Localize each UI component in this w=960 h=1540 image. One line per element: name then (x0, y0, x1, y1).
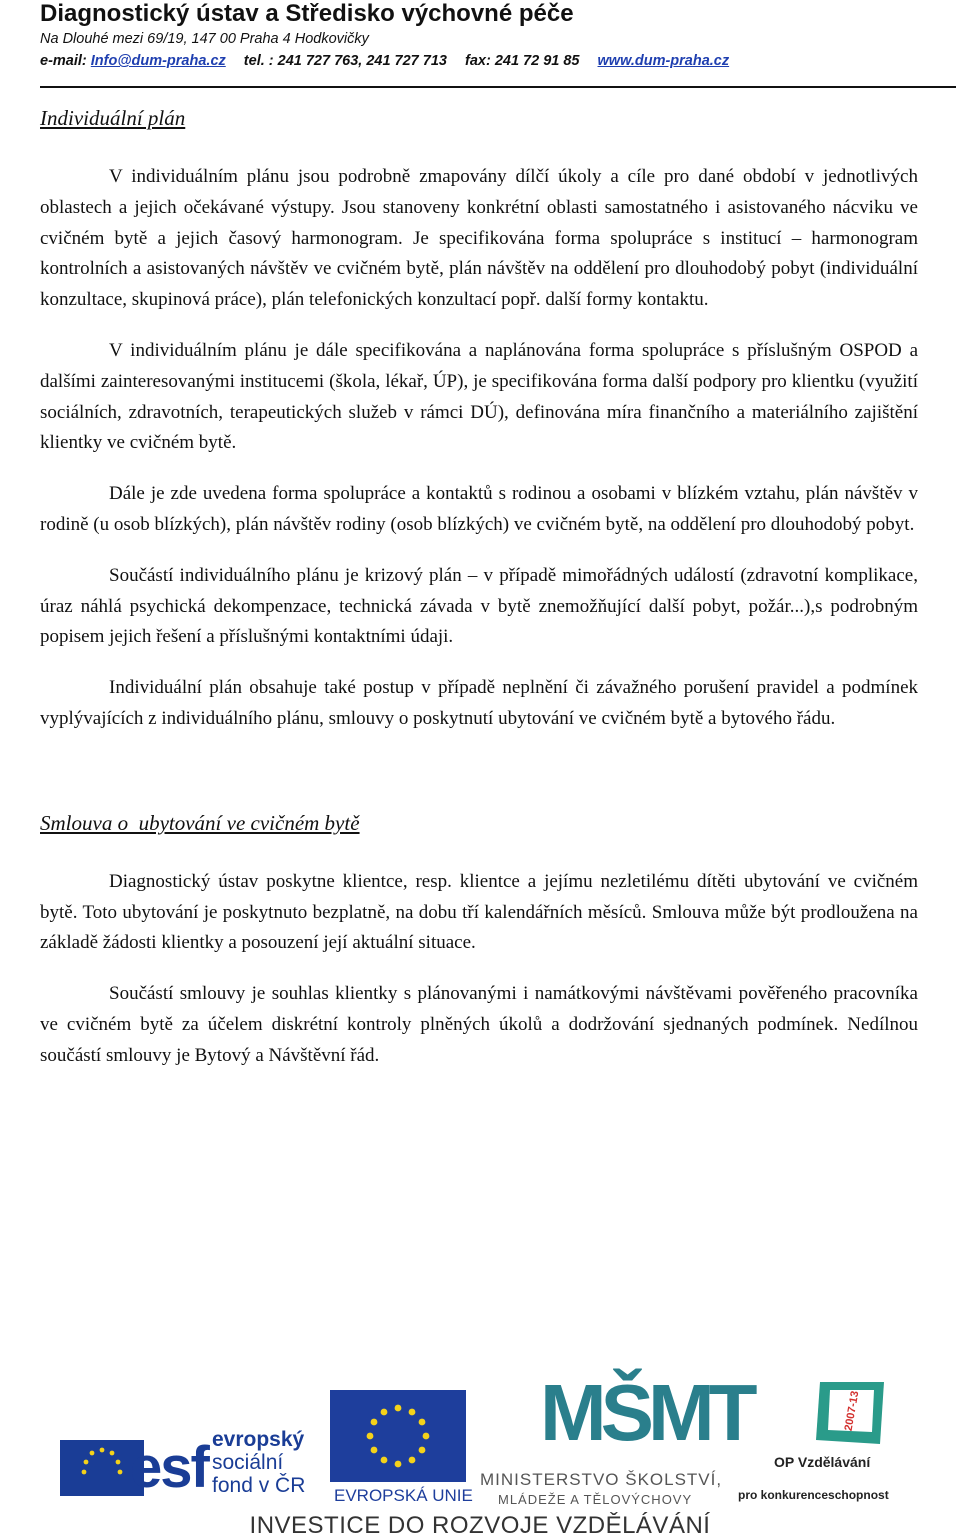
paragraph: Individuální plán obsahuje také postup v případě neplnění či závažného porušení pravidel a podmínek vyplývajících z individuálního plánu, smlouvy o poskytnutí ubytování ve cvičném bytě a bytového řádu. (40, 677, 918, 729)
msmt-caption-line2: MLÁDEŽE A TĚLOVÝCHOVY (498, 1492, 693, 1507)
header-divider (40, 86, 956, 88)
eu-flag-icon (330, 1390, 466, 1482)
paragraph: Diagnostický ústav poskytne klientce, resp. klientce a jejímu nezletilému dítěti ubytování ve cvičném bytě. Toto ubytování je poskytnuto bezplatně, na dobu tří kalendářních měsíců. Smlouva může být prodloužena na základě žádosti klientky a posouzení její aktuální situace. (40, 870, 918, 954)
op-caption-line2: pro konkurenceschopnost (738, 1488, 889, 1502)
section-title-contract: Smlouva o ubytování ve cvičném bytě (40, 810, 360, 835)
fax-label: fax: (465, 53, 491, 69)
contact-line (40, 50, 956, 72)
paragraph: Součástí smlouvy je souhlas klientky s plánovanými i namátkovými návštěvami pověřeného pracovníka ve cvičném bytě za účelem diskrétní kontroly plněných úkolů a dodržování sjednaných podmínek. Nedílnou součástí smlouvy je Bytový a Návštěvní řád. (40, 983, 918, 1066)
paragraph: Součástí individuálního plánu je krizový plán – v případě mimořádných událostí (zdravotní komplikace, úraz náhlá psychická dekompenzace, technická závada v bytě znemožňující další pobyt, požár...),s podrobným popisem jejich řešení a příslušnými kontaktními údaji. (40, 564, 918, 648)
website-link[interactable]: www.dum-praha.cz (597, 53, 730, 69)
op-caption-line1: OP Vzdělávání (774, 1454, 871, 1470)
esf-caption-line: evropský (212, 1428, 305, 1451)
email-label: e-mail: (40, 53, 87, 69)
institution-address: Na Dlouhé mezi 69/19, 147 00 Praha 4 Hodkovičky (40, 31, 369, 47)
fax-number: 241 72 91 85 (494, 53, 580, 69)
esf-caption-line: sociální (212, 1451, 284, 1474)
esf-caption-line: fond v ČR (212, 1474, 306, 1497)
esf-logo-caption (212, 1428, 305, 1497)
email-link[interactable]: Info@dum-praha.cz (90, 53, 226, 69)
paragraph: V individuálním plánu jsou podrobně zmapovány dílčí úkoly a cíle pro dané období v jednotlivých oblastech a jejich očekávané výstupy. Jsou stanoveny konkrétní oblasti samostatného i asistovaného nácviku ve cvičném bytě a jejich časový harmonogram. Je specifikována forma spolupráce s institucí – harmonogram kontrolních a asistovaných návštěv ve cvičném bytě, plán návštěv na oddělení pro dlouhodobý pobyt (individuální konzultace, skupinová práce), plán telefonických konzultací popř. další formy kontaktu. (40, 166, 918, 311)
esf-logo-text: esf (130, 1435, 208, 1500)
letterhead (40, 0, 956, 72)
institution-name: Diagnostický ústav a Středisko výchovné péče (40, 0, 574, 27)
op-badge-icon (812, 1378, 888, 1450)
investice-slogan: INVESTICE DO ROZVOJE VZDĚLÁVÁNÍ (249, 1512, 711, 1539)
section-title-individual-plan: Individuální plán (40, 106, 186, 130)
op-badge-text: 2007-13 (842, 1390, 862, 1432)
footer-logos (0, 1370, 960, 1540)
phone-numbers: tel. : 241 727 763, 241 727 713 (243, 53, 447, 69)
msmt-logo-mark: MŠMT (540, 1368, 752, 1457)
document-body (40, 100, 918, 1072)
paragraph: V individuálním plánu je dále specifikována a naplánována forma spolupráce s příslušným OSPOD a dalšími zainteresovanými institucemi (škola, lékař, ÚP), je specifikována forma další podpory pro klientku (využití sociálních, zdravotních, terapeutických služeb v rámci DÚ), definována míra finančního a materiálního zajištění klientky ve cvičném bytě. (40, 339, 918, 454)
msmt-caption-line1: MINISTERSTVO ŠKOLSTVÍ, (480, 1470, 723, 1489)
paragraph: Dále je zde uvedena forma spolupráce a kontaktů s rodinou a osobami v blízkém vztahu, plán návštěv v rodině (u osob blízkých), plán návštěv rodiny (osob blízkých) ve cvičném bytě, na oddělení pro dlouhodobý pobyt. (40, 483, 918, 535)
eu-logo-caption: EVROPSKÁ UNIE (334, 1486, 473, 1505)
